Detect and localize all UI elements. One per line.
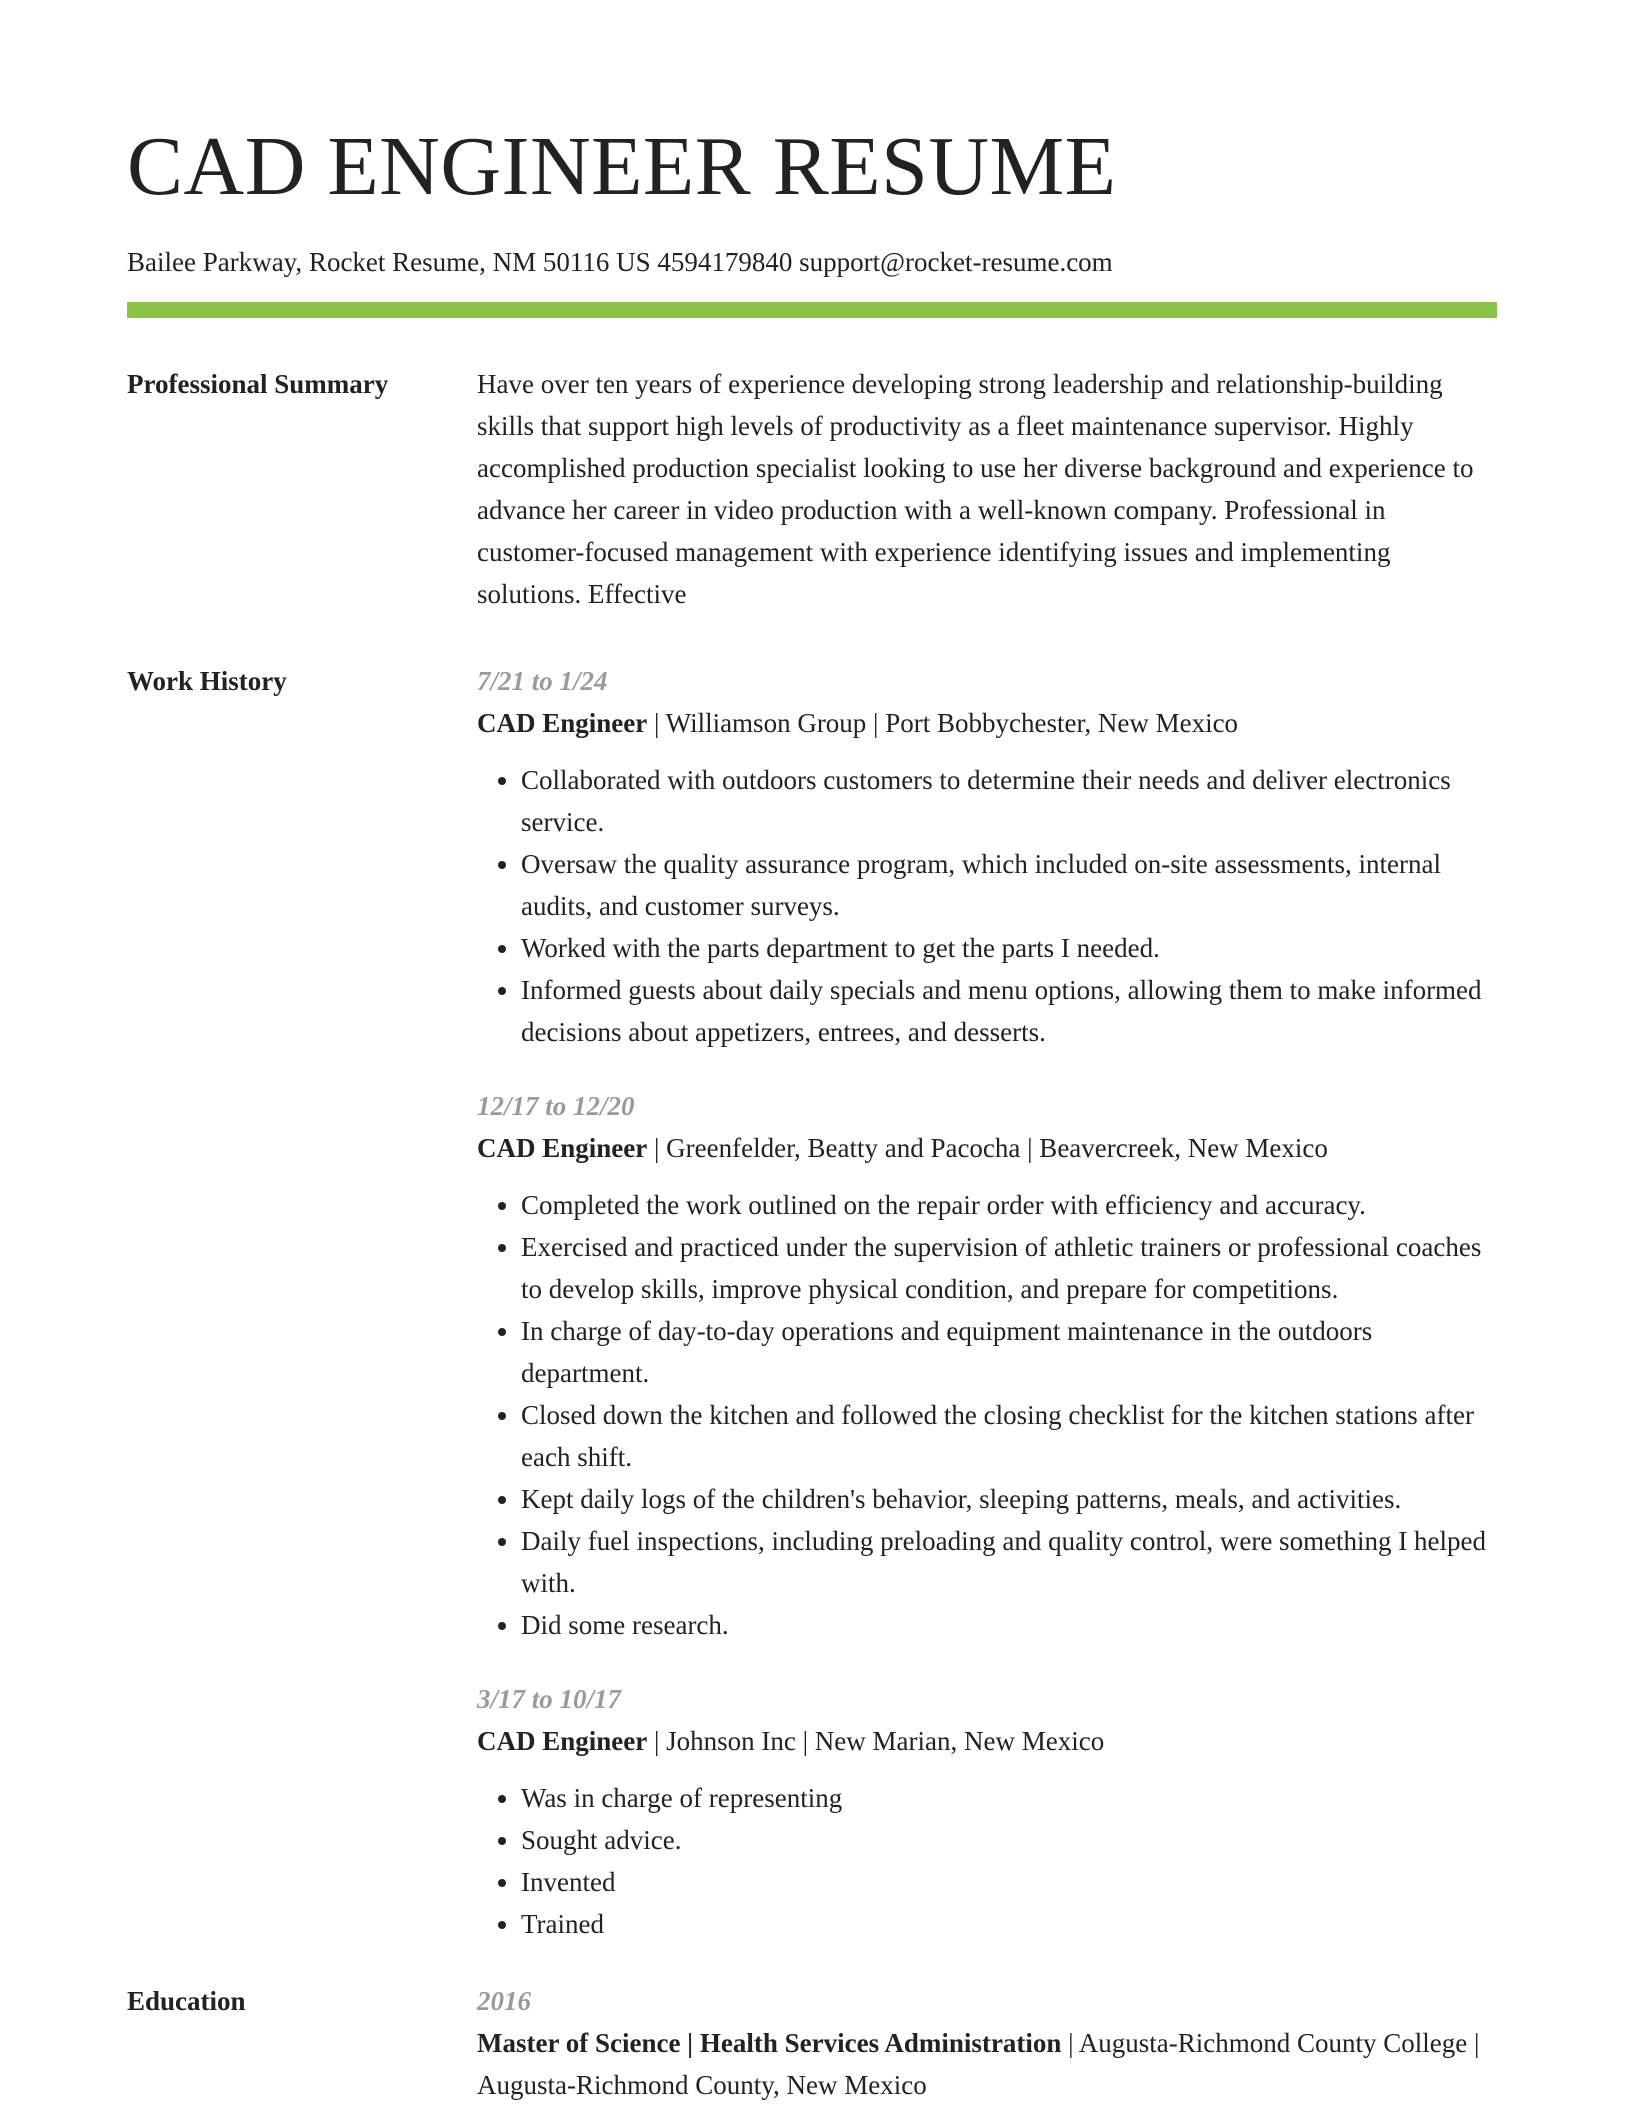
job-line: [477, 702, 1497, 744]
education-section: [127, 1980, 1505, 2106]
job-details: | Johnson Inc | New Marian, New Mexico: [647, 1726, 1105, 1756]
job-bullet: • Collaborated with outdoors customers to determine their needs and deliver electronics service.: [521, 759, 1497, 843]
job-bullet: • Invented: [521, 1861, 1497, 1903]
resume-title: CAD ENGINEER RESUME: [127, 120, 1117, 213]
job-entry: [477, 1678, 1497, 1945]
job-entry: [477, 1085, 1497, 1646]
job-dates: 12/17 to 12/20: [477, 1091, 635, 1121]
job-bullet: • Was in charge of representing: [521, 1777, 1497, 1819]
job-bullet: • Daily fuel inspections, including preloading and quality control, were something I helped with.: [521, 1520, 1497, 1604]
contact-info: Bailee Parkway, Rocket Resume, NM 50116 US 4594179840 support@rocket-resume.com: [127, 247, 1113, 277]
job-title: CAD Engineer: [477, 1133, 648, 1163]
summary-body: [477, 363, 1497, 615]
job-bullet: • Closed down the kitchen and followed the closing checklist for the kitchen stations after each shift.: [521, 1394, 1497, 1478]
job-title: CAD Engineer: [477, 708, 648, 738]
education-degree: Master of Science | Health Services Administration: [477, 2028, 1062, 2058]
job-bullet: • Completed the work outlined on the repair order with efficiency and accuracy.: [521, 1184, 1497, 1226]
job-bullets: [477, 1777, 1497, 1945]
work-history-section: [127, 660, 1505, 1945]
work-history-body: [477, 660, 1497, 1945]
job-bullet: • Kept daily logs of the children's behavior, sleeping patterns, meals, and activities.: [521, 1478, 1497, 1520]
education-line: [477, 2022, 1497, 2106]
header-divider: [127, 302, 1497, 318]
job-dates: 3/17 to 10/17: [477, 1684, 622, 1714]
summary-text: Have over ten years of experience developing strong leadership and relationship-building skills that support high levels of productivity as a fleet maintenance supervisor. Highly accomplished production specialist looking to use her diverse background and experience to advance her career in video production with a well-known company. Professional in customer-focused management with experience identifying issues and implementing solutions. Effective: [477, 369, 1474, 609]
job-line: [477, 1127, 1497, 1169]
job-line: [477, 1720, 1497, 1762]
job-bullet: • Oversaw the quality assurance program, which included on-site assessments, internal audits, and customer surveys.: [521, 843, 1497, 927]
job-dates: 7/21 to 1/24: [477, 666, 608, 696]
summary-heading: Professional Summary: [127, 369, 389, 399]
job-details: | Greenfelder, Beatty and Pacocha | Beavercreek, New Mexico: [647, 1133, 1328, 1163]
job-bullets: [477, 1184, 1497, 1646]
job-bullets: [477, 759, 1497, 1053]
job-details: | Williamson Group | Port Bobbychester, New Mexico: [647, 708, 1239, 738]
job-bullet: • Trained: [521, 1903, 1497, 1945]
job-bullet: • In charge of day-to-day operations and equipment maintenance in the outdoors department.: [521, 1310, 1497, 1394]
education-heading: Education: [127, 1986, 246, 2016]
job-bullet: • Did some research.: [521, 1604, 1497, 1646]
job-bullet: • Informed guests about daily specials and menu options, allowing them to make informed decisions about appetizers, entrees, and desserts.: [521, 969, 1497, 1053]
education-year: 2016: [477, 1986, 531, 2016]
work-history-heading: Work History: [127, 666, 287, 696]
education-details: | Augusta-Richmond County College | Augusta-Richmond County, New Mexico: [477, 2028, 1480, 2100]
job-title: CAD Engineer: [477, 1726, 648, 1756]
education-body: [477, 1980, 1497, 2106]
job-bullet: • Sought advice.: [521, 1819, 1497, 1861]
job-entry: [477, 660, 1497, 1053]
summary-section: [127, 363, 1505, 615]
job-bullet: • Worked with the parts department to get the parts I needed.: [521, 927, 1497, 969]
job-bullet: • Exercised and practiced under the supervision of athletic trainers or professional coaches to develop skills, improve physical condition, and prepare for competitions.: [521, 1226, 1497, 1310]
